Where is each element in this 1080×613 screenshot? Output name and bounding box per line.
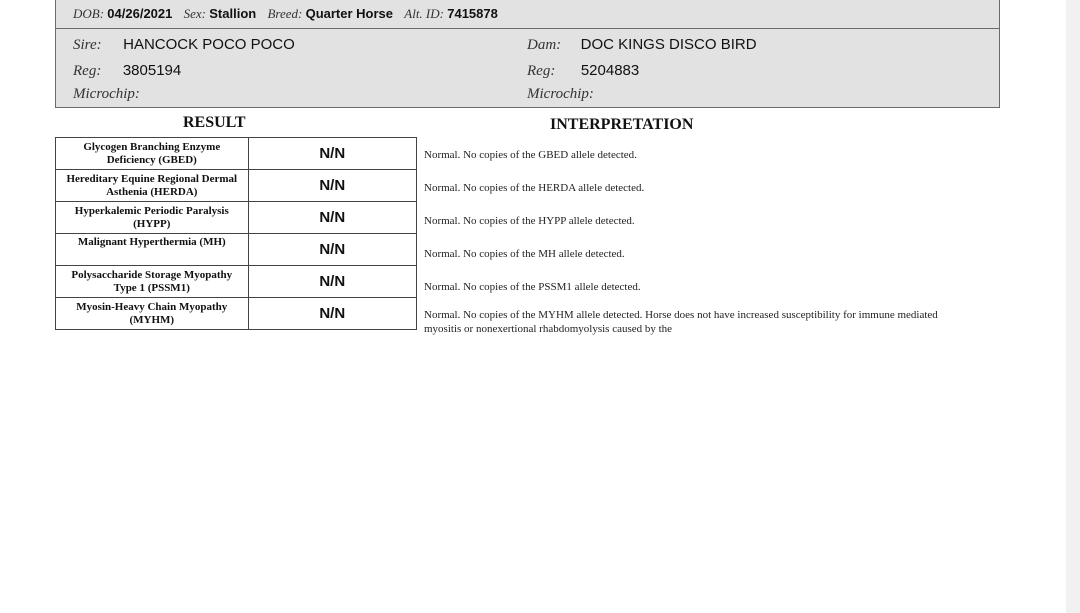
table-row (56, 170, 417, 202)
dam-reg-label: Reg: (527, 63, 556, 79)
test-result: N/N (248, 170, 416, 202)
alt-id-value: 7415878 (447, 6, 498, 21)
dam-label: Dam: (527, 37, 562, 53)
dam-microchip-label: Microchip: (527, 86, 594, 102)
interpretation-text: Normal. No copies of the HERDA allele detected. (424, 182, 645, 194)
sex-label: Sex: (183, 6, 206, 21)
interpretation-line: myositis or nonexertional rhabdomyolysis caused by the (424, 323, 673, 335)
test-result: N/N (248, 202, 416, 234)
sire-label: Sire: (73, 37, 102, 53)
test-name: Polysaccharide Storage Myopathy Type 1 (PSSM1) (56, 266, 249, 298)
dam-reg-value: 5204883 (580, 62, 640, 79)
dam-microchip-row (527, 86, 594, 103)
table-row (56, 138, 417, 170)
dam-name: DOC KINGS DISCO BIRD (580, 36, 757, 53)
animal-summary-line (73, 6, 498, 22)
test-result: N/N (248, 298, 416, 330)
alt-id-label: Alt. ID: (404, 6, 444, 21)
test-result: N/N (248, 138, 416, 170)
sire-microchip-label: Microchip: (73, 86, 140, 102)
dob-value: 04/26/2021 (107, 6, 173, 21)
test-name: Hyperkalemic Periodic Paralysis (HYPP) (56, 202, 249, 234)
interpretation-text: Normal. No copies of the PSSM1 allele detected. (424, 281, 641, 293)
breed-value: Quarter Horse (305, 6, 394, 21)
test-name: Malignant Hyperthermia (MH) (56, 234, 249, 266)
sire-name: HANCOCK POCO POCO (123, 36, 295, 53)
table-row (56, 202, 417, 234)
interpretation-text: Normal. No copies of the HYPP allele detected. (424, 215, 635, 227)
sire-microchip-row (73, 86, 140, 103)
test-result: N/N (248, 234, 416, 266)
sire-row (73, 36, 295, 54)
table-row (56, 266, 417, 298)
interpretation-text: Normal. No copies of the GBED allele detected. (424, 149, 637, 161)
breed-label: Breed: (267, 6, 303, 21)
sex-value: Stallion (209, 6, 257, 21)
dob-label: DOB: (73, 6, 105, 21)
sire-reg-label: Reg: (73, 63, 102, 79)
test-result: N/N (248, 266, 416, 298)
dam-reg-row (527, 62, 639, 80)
animal-info-box (55, 0, 1000, 108)
interpretation-line: Normal. No copies of the MYHM allele detected. Horse does not have increased susceptibility for immune mediated (424, 309, 938, 321)
interpretation-text (424, 308, 1014, 336)
test-name: Myosin-Heavy Chain Myopathy (MYHM) (56, 298, 249, 330)
test-name: Hereditary Equine Regional Dermal Asthenia (HERDA) (56, 170, 249, 202)
sire-reg-value: 3805194 (122, 62, 182, 79)
interpretation-text: Normal. No copies of the MH allele detected. (424, 248, 625, 260)
table-row (56, 234, 417, 266)
sire-reg-row (73, 62, 181, 80)
dam-row (527, 36, 757, 54)
results-table (55, 137, 417, 330)
interpretation-header: INTERPRETATION (550, 116, 694, 133)
test-name: Glycogen Branching Enzyme Deficiency (GBED) (56, 138, 249, 170)
table-row (56, 298, 417, 330)
info-divider (56, 28, 999, 29)
result-header: RESULT (183, 114, 246, 131)
page-edge (1066, 0, 1080, 613)
